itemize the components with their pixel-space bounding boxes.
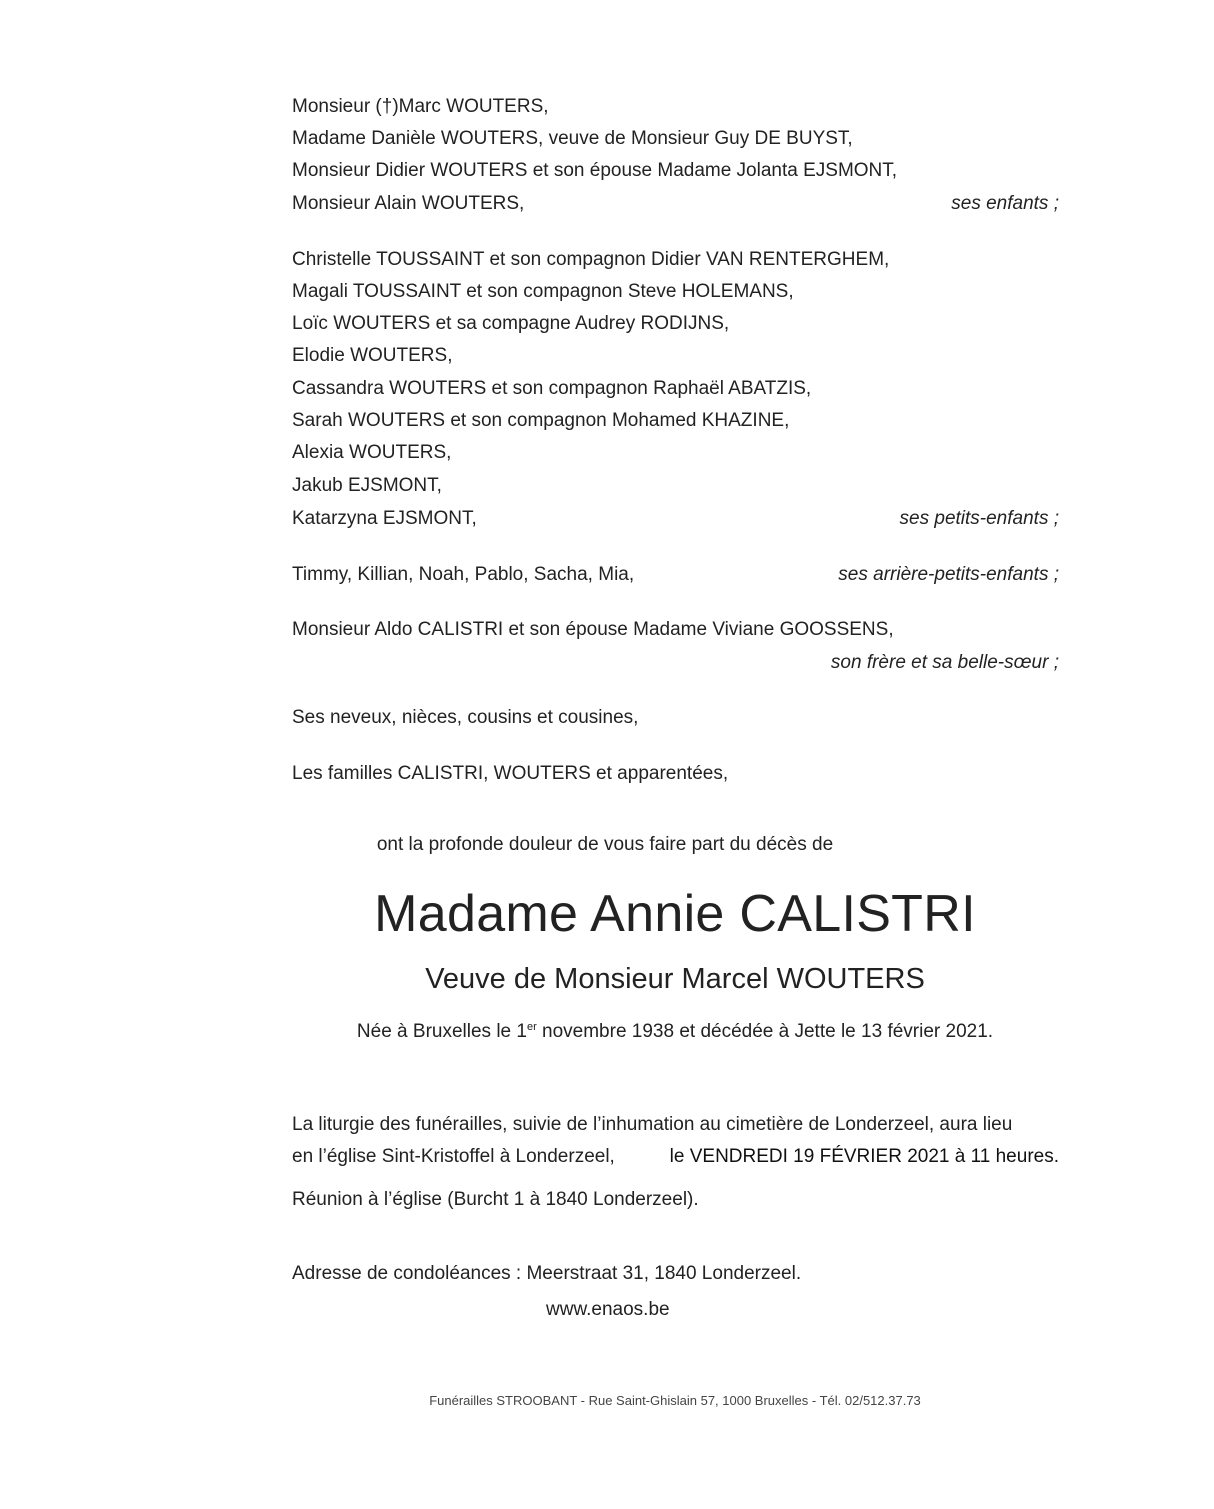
widow-of-text: Veuve de Monsieur Marcel WOUTERS bbox=[425, 963, 925, 995]
grandchild-line bbox=[292, 441, 1059, 465]
extended-family-line bbox=[292, 706, 1059, 730]
grandchild-line bbox=[292, 344, 1059, 368]
child-name: Monsieur Didier WOUTERS et son épouse Madame Jolanta EJSMONT, bbox=[292, 160, 898, 181]
grandchild-line bbox=[292, 248, 1059, 272]
condolences-address: Adresse de condoléances : Meerstraat 31, 1840 Londerzeel. bbox=[292, 1263, 802, 1284]
child-line bbox=[292, 95, 1059, 119]
birth-death-rest: novembre 1938 et décédée à Jette le 13 février 2021. bbox=[536, 1021, 994, 1042]
meeting-text: Réunion à l’église (Burcht 1 à 1840 Londerzeel). bbox=[292, 1189, 699, 1210]
child-line bbox=[292, 127, 1059, 151]
grandchild-line bbox=[292, 377, 1059, 401]
families-line bbox=[292, 762, 1059, 786]
announcement-text: ont la profonde douleur de vous faire part du décès de bbox=[376, 834, 834, 855]
grandchild-line bbox=[292, 507, 1059, 531]
grandchild-name: Katarzyna EJSMONT, bbox=[292, 508, 477, 529]
grandchild-name: Elodie WOUTERS, bbox=[292, 345, 453, 366]
condolences-line bbox=[292, 1262, 1059, 1286]
child-name: Monsieur Alain WOUTERS, bbox=[292, 193, 525, 214]
funeral-home-footer: Funérailles STROOBANT - Rue Saint-Ghislain 57, 1000 Bruxelles - Tél. 02/512.37.73 bbox=[429, 1393, 921, 1408]
great-grandchildren-relation-label: ses arrière-petits-enfants ; bbox=[838, 564, 1059, 585]
grandchild-name: Jakub EJSMONT, bbox=[292, 475, 442, 496]
extended-family-text: Ses neveux, nièces, cousins et cousines, bbox=[292, 707, 639, 728]
deceased-name: Madame Annie CALISTRI bbox=[374, 885, 976, 943]
grandchildren-relation-label: ses petits-enfants ; bbox=[899, 508, 1059, 529]
meeting-line bbox=[292, 1188, 1059, 1212]
funeral-date-time: le VENDREDI 19 FÉVRIER 2021 à 11 heures. bbox=[669, 1146, 1059, 1167]
grandchild-name: Loïc WOUTERS et sa compagne Audrey RODIJNS, bbox=[292, 313, 730, 334]
grandchild-name: Magali TOUSSAINT et son compagnon Steve HOLEMANS, bbox=[292, 281, 794, 302]
grandchild-name: Sarah WOUTERS et son compagnon Mohamed KHAZINE, bbox=[292, 410, 790, 431]
child-name: Monsieur (†)Marc WOUTERS, bbox=[292, 96, 549, 117]
grandchild-name: Cassandra WOUTERS et son compagnon Raphaël ABATZIS, bbox=[292, 378, 812, 399]
families-text: Les familles CALISTRI, WOUTERS et apparentées, bbox=[292, 763, 729, 784]
children-relation-label: ses enfants ; bbox=[951, 193, 1059, 214]
funeral-location: en l’église Sint-Kristoffel à Londerzeel, bbox=[292, 1146, 615, 1167]
great-grandchildren-names: Timmy, Killian, Noah, Pablo, Sacha, Mia, bbox=[292, 564, 635, 585]
grandchild-name: Christelle TOUSSAINT et son compagnon Didier VAN RENTERGHEM, bbox=[292, 249, 890, 270]
grandchild-line bbox=[292, 280, 1059, 304]
website-link[interactable]: www.enaos.be bbox=[546, 1299, 670, 1320]
grandchild-name: Alexia WOUTERS, bbox=[292, 442, 452, 463]
birth-prefix: Née à Bruxelles le 1 bbox=[356, 1021, 527, 1042]
sibling-names: Monsieur Aldo CALISTRI et son épouse Madame Viviane GOOSSENS, bbox=[292, 619, 894, 640]
grandchild-line bbox=[292, 312, 1059, 336]
grandchild-line bbox=[292, 409, 1059, 433]
funeral-line-2 bbox=[292, 1141, 1059, 1173]
child-name: Madame Danièle WOUTERS, veuve de Monsieur Guy DE BUYST, bbox=[292, 128, 853, 149]
great-grandchildren-line bbox=[292, 563, 1059, 587]
child-line bbox=[292, 192, 1059, 216]
sibling-line bbox=[292, 618, 1059, 642]
child-line bbox=[292, 159, 1059, 183]
ordinal-suffix: er bbox=[526, 1021, 537, 1033]
birth-death-line bbox=[70, 1020, 1214, 1044]
grandchild-line bbox=[292, 474, 1059, 498]
funeral-paragraph bbox=[292, 1109, 1059, 1173]
funeral-line-1: La liturgie des funérailles, suivie de l’inhumation au cimetière de Londerzeel, aura lieu bbox=[292, 1114, 1013, 1135]
sibling-relation-label: son frère et sa belle-sœur ; bbox=[830, 652, 1059, 673]
